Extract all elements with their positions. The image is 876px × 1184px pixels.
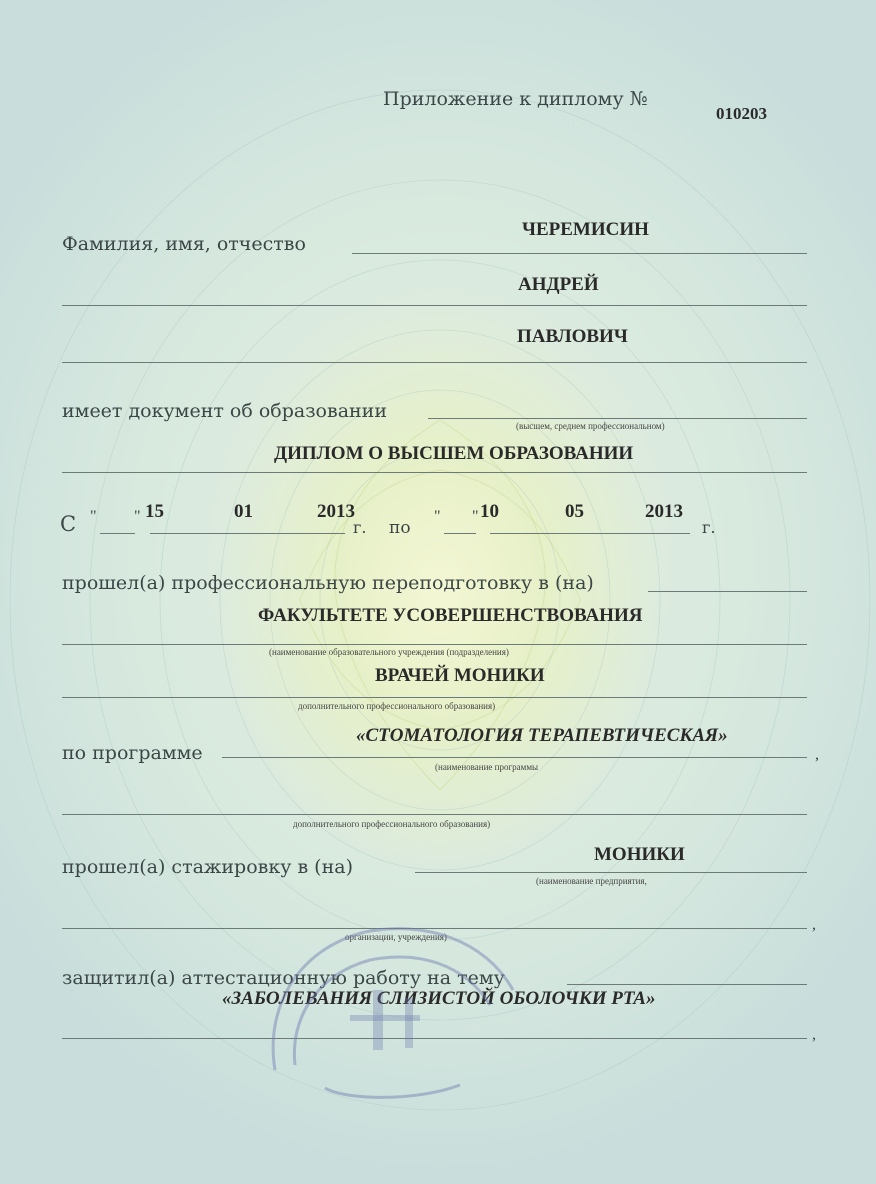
thesis-label-line (567, 984, 807, 985)
education-line (428, 418, 807, 419)
retraining-hint1: (наименование образовательного учреждения (подразделения) (269, 647, 509, 657)
round-stamp (255, 920, 530, 1105)
retraining-label-line (648, 591, 807, 592)
to-year-value: 2013 (645, 501, 683, 522)
education-value: ДИПЛОМ О ВЫСШЕМ ОБРАЗОВАНИИ (274, 443, 634, 464)
patronymic-value: ПАВЛОВИЧ (517, 326, 628, 347)
retraining-hint2: дополнительного профессионального образования) (298, 701, 496, 711)
to-date-line (490, 533, 690, 534)
quote-mark: " (90, 508, 97, 525)
retraining-line1-value: ФАКУЛЬТЕТЕ УСОВЕРШЕНСТВОВАНИЯ (258, 605, 643, 626)
period-to-label: по (389, 518, 411, 538)
retraining-line1 (62, 644, 807, 645)
comma-mark: , (812, 916, 816, 933)
appendix-label: Приложение к диплому № (383, 88, 648, 110)
surname-value: ЧЕРЕМИСИН (522, 219, 649, 240)
year-suffix-2: г. (702, 518, 716, 537)
to-day-line (444, 533, 476, 534)
from-day-line (100, 533, 135, 534)
name-value: АНДРЕЙ (518, 274, 599, 295)
to-day-value: 10 (480, 501, 499, 522)
internship-hint1: (наименование предприятия, (536, 876, 647, 886)
retraining-line2-value: ВРАЧЕЙ МОНИКИ (375, 665, 545, 686)
from-year-value: 2013 (317, 501, 355, 522)
name-line (62, 305, 807, 306)
to-month-value: 05 (565, 501, 584, 522)
period-from-label: С (60, 512, 77, 536)
internship-label: прошел(а) стажировку в (на) (62, 856, 354, 878)
thesis-label: защитил(а) аттестационную работу на тему (62, 967, 505, 989)
quote-mark: " (434, 508, 441, 525)
surname-line (352, 253, 807, 254)
program-line2 (62, 814, 807, 815)
education-value-line (62, 472, 807, 473)
comma-mark: , (812, 1026, 816, 1043)
internship-hint2: организации, учреждения) (345, 932, 447, 942)
retraining-label: прошел(а) профессиональную переподготовку в (на) (62, 572, 594, 594)
internship-value: МОНИКИ (594, 844, 685, 865)
patronymic-line (62, 362, 807, 363)
thesis-value: «ЗАБОЛЕВАНИЯ СЛИЗИСТОЙ ОБОЛОЧКИ РТА» (222, 988, 656, 1009)
year-suffix-1: г. (353, 518, 367, 537)
diploma-number: 010203 (716, 104, 767, 123)
education-label: имеет документ об образовании (62, 400, 388, 422)
program-hint1: (наименование программы (435, 762, 539, 772)
comma-mark: , (815, 746, 819, 763)
retraining-line2 (62, 697, 807, 698)
program-hint2: дополнительного профессионального образования) (293, 819, 491, 829)
education-hint: (высшем, среднем профессиональном) (516, 421, 665, 431)
from-day-value: 15 (145, 501, 164, 522)
program-value: «СТОМАТОЛОГИЯ ТЕРАПЕВТИЧЕСКАЯ» (356, 725, 728, 746)
from-month-value: 01 (234, 501, 253, 522)
internship-line (415, 872, 807, 873)
program-label: по программе (62, 742, 203, 764)
from-date-line (150, 533, 345, 534)
quote-mark: " (472, 508, 479, 525)
quote-mark: " (134, 508, 141, 525)
fio-label: Фамилия, имя, отчество (62, 233, 306, 255)
program-line (222, 757, 807, 758)
